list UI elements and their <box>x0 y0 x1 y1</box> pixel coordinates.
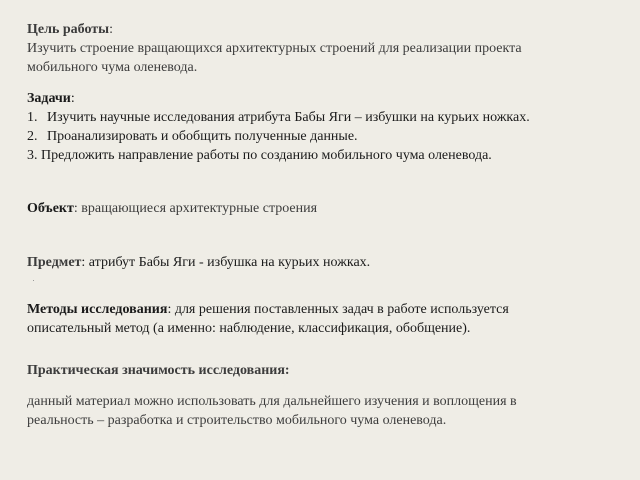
significance-label: Практическая значимость исследования: <box>27 363 290 378</box>
goal-label: Цель работы <box>27 22 110 37</box>
task-item-3 <box>27 146 617 165</box>
significance-line-1: данный материал можно использовать для дальнейшего изучения и воплощения в <box>27 394 517 409</box>
object-label: Объект <box>27 201 74 216</box>
task-text-1: Изучить научные исследования атрибута Бабы Яги – избушки на курьих ножках. <box>47 110 530 125</box>
task-text-3: Предложить направление работы по созданию мобильного чума оленевода. <box>41 148 492 163</box>
significance-section <box>27 361 617 380</box>
tasks-section <box>27 89 617 165</box>
methods-line-1: : для решения поставленных задач в работе используется <box>167 302 509 317</box>
task-item-1 <box>27 108 617 127</box>
task-number-3: 3. <box>27 148 38 163</box>
task-item-2 <box>27 127 617 146</box>
tasks-label: Задачи <box>27 91 71 106</box>
methods-label: Методы исследования <box>27 302 168 317</box>
task-text-2: Проанализировать и обобщить полученные данные. <box>47 129 358 144</box>
methods-section <box>27 300 617 338</box>
task-number-2: 2. <box>27 129 38 144</box>
goal-section <box>27 20 617 77</box>
goal-line-1: Изучить строение вращающихся архитектурных строений для реализации проекта <box>27 41 522 56</box>
subject-label: Предмет <box>27 255 82 270</box>
goal-line-2: мобильного чума оленевода. <box>27 60 198 75</box>
task-number-1: 1. <box>27 110 38 125</box>
significance-body <box>27 392 617 430</box>
goal-colon: : <box>109 22 113 37</box>
tasks-colon: : <box>70 91 75 106</box>
object-text: : вращающиеся архитектурные строения <box>73 201 318 216</box>
subject-section <box>27 253 617 272</box>
object-section <box>27 199 617 218</box>
subject-text: : атрибут Бабы Яги - избушка на курьих ножках. <box>81 255 371 270</box>
significance-line-2: реальность – разработка и строительство мобильного чума оленевода. <box>27 413 447 428</box>
methods-line-2: описательный метод (а именно: наблюдение, классификация, обобщение). <box>27 321 471 336</box>
stray-dot <box>33 280 34 281</box>
